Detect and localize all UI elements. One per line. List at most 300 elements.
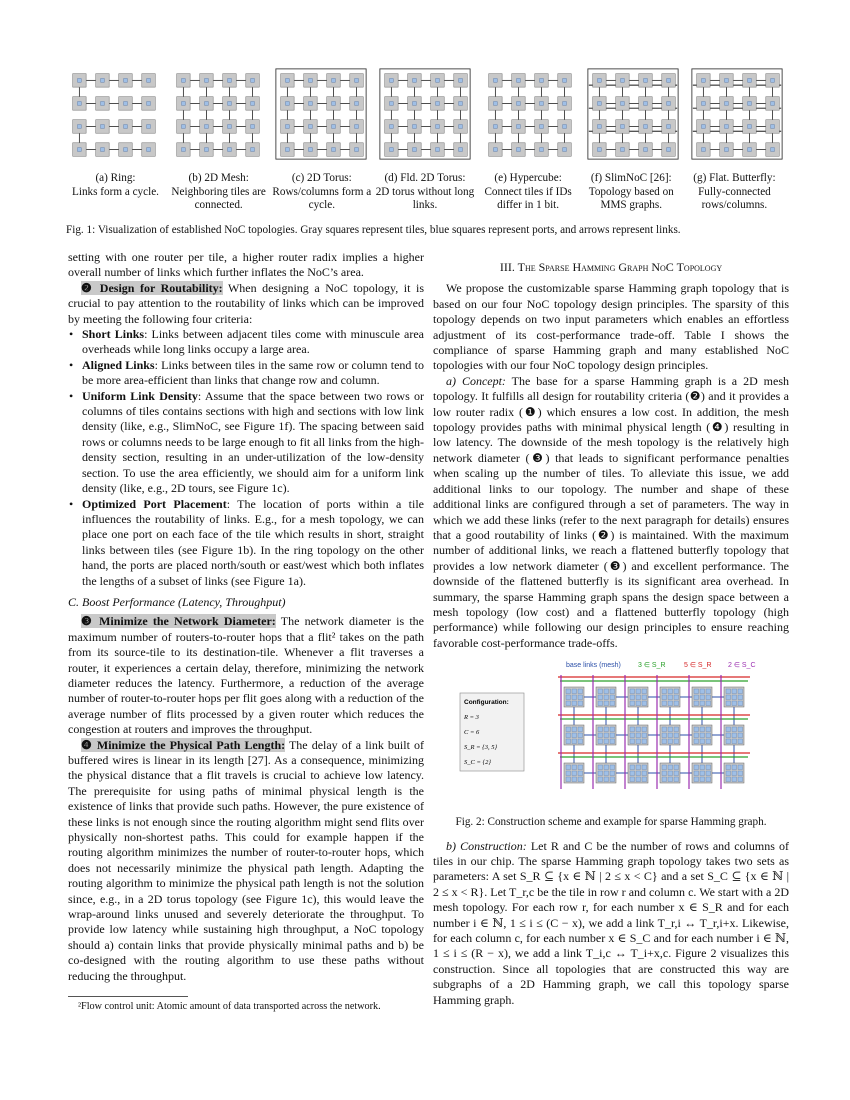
port: [668, 695, 673, 700]
port: [494, 148, 498, 152]
port: [78, 148, 82, 152]
port: [517, 102, 521, 106]
port: [251, 148, 255, 152]
port: [642, 765, 647, 770]
principle-heading: ❹ Minimize the Physical Path Length:: [81, 737, 286, 752]
port: [726, 777, 731, 782]
legend-sr3: 3 ∈ S_R: [638, 662, 666, 670]
port: [662, 733, 667, 738]
port: [101, 125, 105, 129]
port: [494, 79, 498, 83]
subcaption: (d) Fld. 2D Torus: 2D torus without long links.: [375, 172, 475, 211]
port: [563, 125, 567, 129]
port: [355, 102, 359, 106]
port: [642, 727, 647, 732]
port: [147, 79, 151, 83]
port: [674, 771, 679, 776]
port: [636, 733, 641, 738]
port: [700, 727, 705, 732]
port: [228, 125, 232, 129]
port: [706, 777, 711, 782]
port: [598, 79, 602, 83]
principle-heading: ❷ Design for Routability:: [81, 280, 223, 295]
port: [636, 701, 641, 706]
port: [662, 765, 667, 770]
port: [286, 125, 290, 129]
port: [413, 148, 417, 152]
port: [78, 125, 82, 129]
list-item: • Short Links: Links between adjacent tiles come with minuscule area overheads while long links occupy a large area.: [68, 327, 424, 358]
port: [540, 102, 544, 106]
port: [251, 125, 255, 129]
port: [668, 701, 673, 706]
paragraph-heading: b) Construction:: [446, 838, 527, 853]
figure-2-caption: Fig. 2: Construction scheme and example for sparse Hamming graph.: [455, 816, 767, 829]
port: [636, 727, 641, 732]
port: [598, 771, 603, 776]
port: [598, 701, 603, 706]
port: [355, 148, 359, 152]
port: [604, 771, 609, 776]
port: [738, 701, 743, 706]
port: [604, 765, 609, 770]
subcaption: (g) Flat. Butterfly: Fully-connected rows/columns.: [693, 172, 776, 211]
port: [436, 148, 440, 152]
port: [644, 79, 648, 83]
port: [78, 102, 82, 106]
port: [694, 777, 699, 782]
subcaption: (f) SlimNoC [26]: Topology based on MMS graphs.: [588, 172, 674, 211]
port: [572, 695, 577, 700]
port: [578, 701, 583, 706]
port: [436, 79, 440, 83]
port: [578, 733, 583, 738]
port: [702, 125, 706, 129]
mesh-topology-diagram: [168, 66, 266, 162]
port: [674, 765, 679, 770]
port: [566, 777, 571, 782]
port: [540, 148, 544, 152]
port: [228, 79, 232, 83]
port: [674, 701, 679, 706]
paragraph: ❷ Design for Routability: When designing a NoC topology, it is crucial to pay attention to the routability of links which can be improved by meeting the following four criteria:: [68, 280, 425, 326]
port: [147, 148, 151, 152]
port: [332, 148, 336, 152]
paragraph: ❹ Minimize the Physical Path Length: The delay of a link built of buffered wires is linear in its length [27]. As a consequence, minimizing the physical distance that a flit travels is crucial to achieve low latency. The prerequisite for using paths of minimal physical length is the existence of links that provide such paths. However, the pure existence of these links is not enough since the routing algorithm might send flits over physically non-shortest paths. This could for example happen if the routing algorithm minimizes the number of router-to-router hops, which does not necessarily minimize the physical path length. Adapting the routing algorithm to minimize the physical path length is not the solution since, e.g., in a 2D torus topology (see Figure 1c), this would leave the wrap-around links unused and severely deteriorate the throughput. To provide low latency while sustaining high throughput, a NoC topology should a) contain links that provide physically minimal paths and b) be co-designed with the routing algorithm to use these paths without reducing the throughput.: [68, 737, 424, 983]
port: [563, 148, 567, 152]
port: [390, 125, 394, 129]
port: [732, 727, 737, 732]
port: [436, 102, 440, 106]
criteria-list: [68, 327, 424, 589]
port: [668, 771, 673, 776]
port: [309, 79, 313, 83]
port: [630, 727, 635, 732]
port: [642, 777, 647, 782]
port: [642, 701, 647, 706]
port: [598, 148, 602, 152]
port: [732, 739, 737, 744]
port: [578, 689, 583, 694]
port: [700, 771, 705, 776]
port: [566, 739, 571, 744]
port: [251, 102, 255, 106]
port: [700, 739, 705, 744]
legend-sc2: 2 ∈ S_C: [728, 662, 756, 670]
port: [390, 148, 394, 152]
port: [748, 79, 752, 83]
port: [644, 148, 648, 152]
port: [251, 79, 255, 83]
port: [738, 771, 743, 776]
port: [182, 79, 186, 83]
port: [413, 79, 417, 83]
port: [662, 689, 667, 694]
port: [621, 79, 625, 83]
list-item: • Uniform Link Density: Assume that the space between two rows or columns of tiles contains sections with high and sections with low link density (like, e.g., SlimNoC, see Figure 1f). The spacing between said rows or columns needs to be large enough to fit all links from the high-density section, resulting in an under-utilization of the low-density section. To use the area efficiently, we should aim for a uniform link density (like, e.g., 2D tours, see Figure 1c).: [68, 389, 424, 497]
port: [674, 739, 679, 744]
port: [286, 102, 290, 106]
port: [674, 733, 679, 738]
port: [610, 727, 615, 732]
port: [598, 739, 603, 744]
port: [286, 79, 290, 83]
port: [732, 777, 737, 782]
port: [771, 148, 775, 152]
port: [674, 695, 679, 700]
port: [459, 79, 463, 83]
port: [413, 125, 417, 129]
port: [610, 733, 615, 738]
port: [771, 125, 775, 129]
port: [563, 102, 567, 106]
port: [459, 102, 463, 106]
port: [674, 777, 679, 782]
legend-sr5: 5 ∈ S_R: [684, 662, 712, 670]
port: [738, 765, 743, 770]
footnote: ²Flow control unit: Atomic amount of data transported across the network.: [78, 1001, 381, 1013]
port: [124, 102, 128, 106]
port: [732, 701, 737, 706]
left-column: [68, 250, 424, 1015]
port: [725, 148, 729, 152]
port: [205, 148, 209, 152]
port: [642, 733, 647, 738]
flattened-butterfly-topology-diagram: [688, 66, 786, 162]
config-item: R = 3: [464, 714, 479, 722]
port: [630, 777, 635, 782]
port: [706, 695, 711, 700]
port: [598, 689, 603, 694]
port: [674, 689, 679, 694]
config-item: C = 6: [464, 729, 480, 737]
config-title: Configuration:: [464, 699, 509, 707]
port: [459, 125, 463, 129]
port: [642, 689, 647, 694]
port: [147, 125, 151, 129]
port: [101, 102, 105, 106]
ring-topology-diagram: [64, 66, 162, 162]
port: [459, 148, 463, 152]
port: [726, 689, 731, 694]
port: [725, 79, 729, 83]
port: [578, 739, 583, 744]
subfigure-captions: [64, 172, 786, 213]
port: [572, 771, 577, 776]
port: [182, 125, 186, 129]
torus-topology-diagram: [272, 66, 370, 162]
figure-2-diagram: [456, 659, 766, 809]
port: [668, 765, 673, 770]
port: [738, 739, 743, 744]
port: [694, 771, 699, 776]
slimnoc-topology-diagram: [584, 66, 682, 162]
figure-1-caption: Fig. 1: Visualization of established NoC topologies. Gray squares represent tiles, blue squares represent ports, and arrows represent links.: [66, 224, 681, 236]
port: [309, 148, 313, 152]
port: [610, 689, 615, 694]
port: [725, 102, 729, 106]
port: [667, 148, 671, 152]
port: [642, 695, 647, 700]
port: [694, 727, 699, 732]
port: [604, 777, 609, 782]
port: [494, 102, 498, 106]
port: [436, 125, 440, 129]
port: [578, 727, 583, 732]
port: [332, 102, 336, 106]
port: [726, 695, 731, 700]
port: [566, 695, 571, 700]
port: [572, 739, 577, 744]
port: [732, 689, 737, 694]
port: [604, 701, 609, 706]
port: [694, 739, 699, 744]
port: [572, 689, 577, 694]
port: [738, 733, 743, 738]
port: [572, 727, 577, 732]
port: [101, 148, 105, 152]
port: [182, 102, 186, 106]
paragraph: a) Concept: The base for a sparse Hamming graph is a 2D mesh topology. It fulfills all design for routability criteria (❷) and it provides a low router radix (❶) which ensures a low cost. In addition, the mesh topology provides paths with minimal physical length (❹) resulting in low latency. The downside of the mesh topology is the relatively high network diameter (❸) that leads to significant performance penalties when scaling up the number of tiles. To alleviate this issue, we add additional links to our topology. The number and shape of these additional links are configured through a set of parameters. The way in which we add these links (refer to the next paragraph for details) ensures that a good routability of links (❷) is maintained. With the maximum number of additional links, we reach a flattened butterfly topology that provides a low network diameter (❸) and excellent performance. The downside of the flattened butterfly is its significant area overhead. In summary, the sparse Hamming graph spans the design space between a mesh topology (low cost) and a flattened butterfly topology (high performance) while following our design principles to ensure reaching favorable cost-performance trade-offs.: [433, 373, 790, 650]
port: [700, 695, 705, 700]
port: [566, 771, 571, 776]
port: [604, 695, 609, 700]
port: [706, 701, 711, 706]
port: [694, 765, 699, 770]
port: [563, 79, 567, 83]
port: [578, 765, 583, 770]
port: [700, 701, 705, 706]
port: [355, 125, 359, 129]
port: [309, 125, 313, 129]
port: [604, 727, 609, 732]
port: [725, 125, 729, 129]
port: [572, 777, 577, 782]
port: [309, 102, 313, 106]
port: [101, 79, 105, 83]
port: [726, 771, 731, 776]
port: [636, 777, 641, 782]
port: [706, 739, 711, 744]
port: [662, 727, 667, 732]
port: [610, 739, 615, 744]
port: [566, 733, 571, 738]
port: [572, 765, 577, 770]
port: [694, 701, 699, 706]
port: [644, 125, 648, 129]
port: [147, 102, 151, 106]
port: [706, 771, 711, 776]
port: [566, 689, 571, 694]
port: [572, 701, 577, 706]
port: [726, 701, 731, 706]
port: [630, 701, 635, 706]
port: [124, 148, 128, 152]
port: [621, 125, 625, 129]
port: [732, 771, 737, 776]
port: [540, 79, 544, 83]
port: [748, 148, 752, 152]
port: [182, 148, 186, 152]
port: [598, 102, 602, 106]
port: [668, 739, 673, 744]
port: [604, 733, 609, 738]
port: [566, 701, 571, 706]
port: [700, 733, 705, 738]
subcaption: (a) Ring: Links form a cycle.: [72, 172, 159, 198]
port: [598, 765, 603, 770]
port: [726, 733, 731, 738]
port: [668, 727, 673, 732]
port: [578, 695, 583, 700]
port: [636, 689, 641, 694]
port: [205, 102, 209, 106]
port: [630, 695, 635, 700]
port: [604, 689, 609, 694]
folded-torus-topology-diagram: [376, 66, 474, 162]
port: [732, 695, 737, 700]
port: [738, 695, 743, 700]
port: [667, 125, 671, 129]
port: [700, 777, 705, 782]
port: [771, 102, 775, 106]
port: [621, 148, 625, 152]
port: [706, 689, 711, 694]
port: [578, 777, 583, 782]
section-heading: III. The Sparse Hamming Graph NoC Topology: [499, 260, 723, 274]
port: [630, 771, 635, 776]
topology-row: [64, 66, 786, 162]
port: [124, 125, 128, 129]
port: [726, 727, 731, 732]
port: [706, 733, 711, 738]
port: [644, 102, 648, 106]
figure-1: [64, 66, 786, 213]
port: [540, 125, 544, 129]
port: [630, 739, 635, 744]
right-column: [433, 250, 789, 1008]
port: [598, 777, 603, 782]
port: [610, 701, 615, 706]
port: [578, 771, 583, 776]
subcaption: (e) Hypercube: Connect tiles if IDs differ in 1 bit.: [484, 172, 572, 211]
port: [694, 733, 699, 738]
port: [702, 79, 706, 83]
sparse-hamming-grid: [558, 675, 750, 789]
legend-base-links: base links (mesh): [566, 662, 621, 670]
port: [642, 739, 647, 744]
port: [702, 148, 706, 152]
port: [494, 125, 498, 129]
port: [286, 148, 290, 152]
port: [413, 102, 417, 106]
port: [517, 148, 521, 152]
port: [630, 733, 635, 738]
port: [771, 79, 775, 83]
port: [630, 765, 635, 770]
port: [598, 733, 603, 738]
port: [667, 79, 671, 83]
port: [667, 102, 671, 106]
port: [748, 125, 752, 129]
port: [674, 727, 679, 732]
subcaption: (c) 2D Torus: Rows/columns form a cycle.: [272, 172, 372, 211]
port: [738, 777, 743, 782]
port: [636, 695, 641, 700]
port: [732, 733, 737, 738]
principle-heading: ❸ Minimize the Network Diameter:: [81, 614, 276, 629]
port: [332, 125, 336, 129]
subcaption: (b) 2D Mesh: Neighboring tiles are connected.: [171, 172, 266, 211]
port: [738, 727, 743, 732]
port: [517, 125, 521, 129]
paragraph: ❸ Minimize the Network Diameter: The network diameter is the maximum number of routers-to-router hops that a flit² takes on the path from its source-tile to its destination-tile. Whenever a flit traverses a router, it experiences a certain delay, therefore, minimizing the network diameter reduces the latency. Furthermore, a reduction of the average number of router-to-router hops per flit goes along with a reduction of the average number of flits processed by a given router which reduces the congestion at routers and improves the throughput.: [68, 614, 424, 737]
port: [124, 79, 128, 83]
port: [726, 765, 731, 770]
hypercube-topology-diagram: [480, 66, 578, 162]
port: [598, 727, 603, 732]
subsection-heading: C. Boost Performance (Latency, Throughput): [68, 594, 286, 609]
port: [228, 102, 232, 106]
config-item: S_R = {3, 5}: [464, 744, 498, 752]
port: [662, 739, 667, 744]
port: [205, 125, 209, 129]
port: [390, 102, 394, 106]
paragraph: setting with one router per tile, a higher router radix implies a higher overall number of links which further inflates the NoC’s area.: [68, 250, 424, 280]
port: [598, 695, 603, 700]
config-item: S_C = {2}: [464, 759, 491, 767]
port: [668, 689, 673, 694]
port: [610, 771, 615, 776]
port: [598, 125, 602, 129]
port: [700, 765, 705, 770]
port: [668, 733, 673, 738]
list-item: • Aligned Links: Links between tiles in the same row or column tend to be more area-efficient than links that change row and column.: [68, 358, 424, 389]
port: [228, 148, 232, 152]
port: [636, 771, 641, 776]
port: [621, 102, 625, 106]
port: [636, 765, 641, 770]
footnote-rule: [68, 996, 188, 997]
port: [355, 79, 359, 83]
port: [738, 689, 743, 694]
port: [636, 739, 641, 744]
port: [702, 102, 706, 106]
port: [332, 79, 336, 83]
port: [572, 733, 577, 738]
port: [694, 695, 699, 700]
port: [642, 771, 647, 776]
